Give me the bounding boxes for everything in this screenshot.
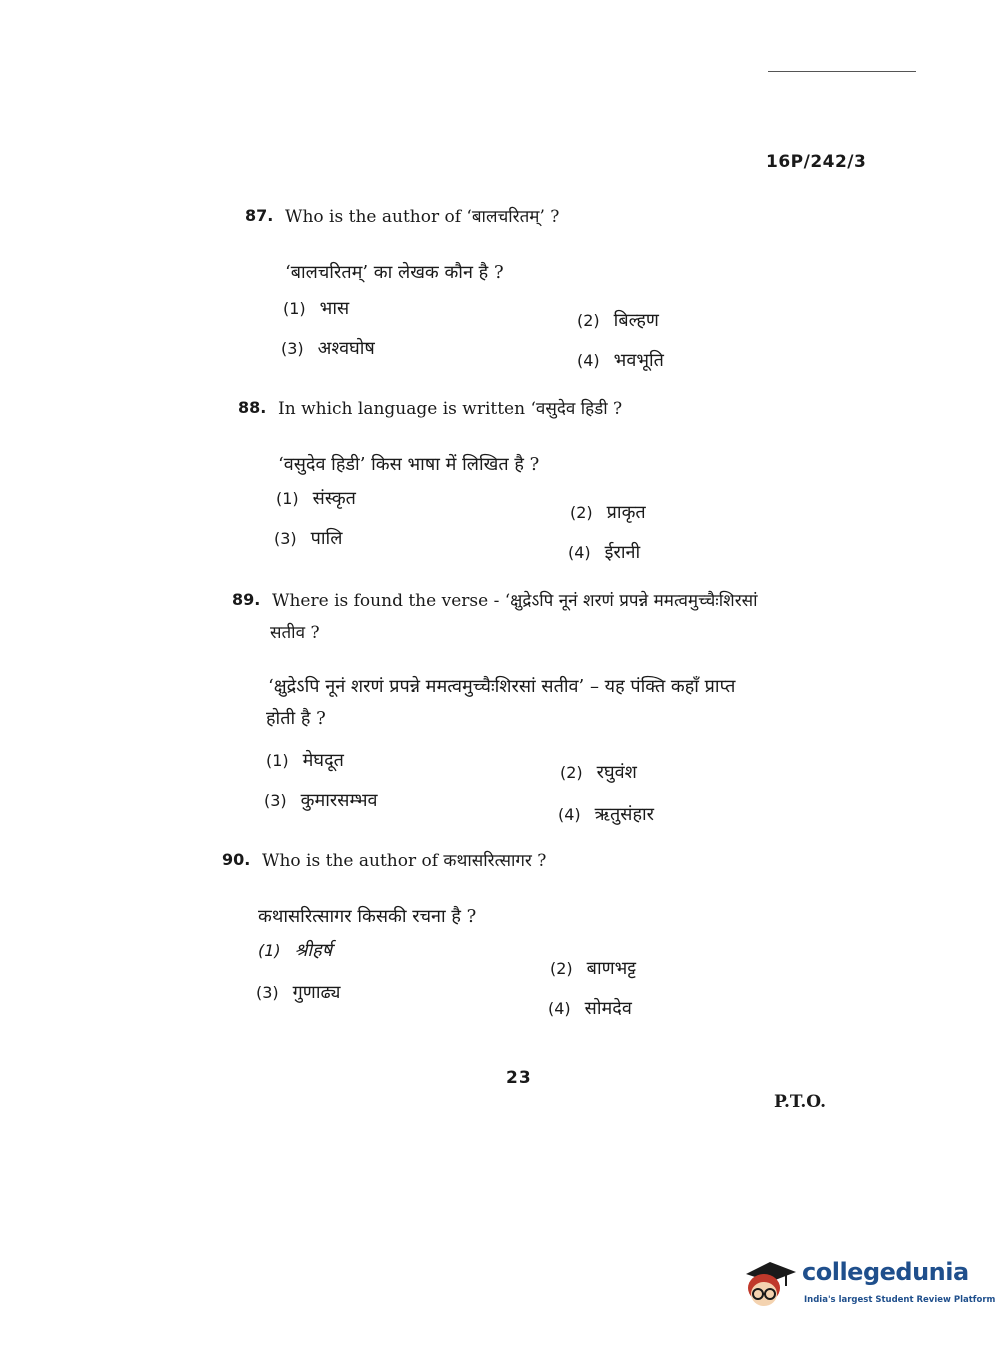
question-english: In which language is written ‘वसुदेव हिडी ? <box>278 399 623 419</box>
question-english: Where is found the verse - ‘क्षुद्रेऽपि नूनं शरणं प्रपन्ने ममत्वमुच्चैःशिरसां <box>272 591 758 611</box>
mascot-icon <box>740 1254 798 1312</box>
question-hindi: ‘बालचरितम्’ का लेखक कौन है ? <box>285 262 504 283</box>
option-4: (4) सोमदेव <box>548 998 632 1019</box>
pto-label: P.T.O. <box>774 1092 826 1112</box>
collegedunia-watermark <box>740 1252 996 1316</box>
page-number: 23 <box>506 1068 532 1088</box>
option-4: (4) ईरानी <box>568 542 641 563</box>
option-3: (3) कुमारसम्भव <box>264 790 378 811</box>
option-2: (2) बिल्हण <box>577 310 659 331</box>
question-number: 90. <box>222 850 251 869</box>
option-1: (1) श्रीहर्ष <box>258 940 333 961</box>
question-hindi: कथासरित्सागर किसकी रचना है ? <box>258 906 477 927</box>
top-rule <box>768 71 916 72</box>
option-1: (1) मेघदूत <box>266 750 344 771</box>
option-4: (4) भवभूति <box>577 350 664 371</box>
brand-name: collegedunia <box>802 1258 969 1286</box>
option-1: (1) भास <box>283 298 350 319</box>
option-2: (2) प्राकृत <box>570 502 646 523</box>
option-3: (3) अश्वघोष <box>281 338 375 359</box>
question-english: Who is the author of ‘बालचरितम्’ ? <box>285 207 560 227</box>
option-1: (1) संस्कृत <box>276 488 356 509</box>
question-number: 87. <box>245 206 274 225</box>
brand-tagline: India's largest Student Review Platform <box>804 1295 996 1305</box>
option-2: (2) बाणभट्ट <box>550 958 637 979</box>
option-3: (3) गुणाढ्य <box>256 982 341 1003</box>
question-hindi: ‘वसुदेव हिडी’ किस भाषा में लिखित है ? <box>278 454 540 475</box>
question-english-continued: सतीव ? <box>270 623 320 643</box>
question-number: 88. <box>238 398 267 417</box>
question-english: Who is the author of कथासरित्सागर ? <box>262 851 547 871</box>
option-3: (3) पालि <box>274 528 343 549</box>
option-4: (4) ऋतुसंहार <box>558 804 655 825</box>
question-hindi: ‘क्षुद्रेऽपि नूनं शरणं प्रपन्ने ममत्वमुच्चैःशिरसां सतीव’ – यह पंक्ति कहाँ प्राप्त <box>268 676 736 697</box>
question-number: 89. <box>232 590 261 609</box>
question-hindi-continued: होती है ? <box>266 708 326 729</box>
paper-code: 16P/242/3 <box>766 152 867 172</box>
option-2: (2) रघुवंश <box>560 762 637 783</box>
